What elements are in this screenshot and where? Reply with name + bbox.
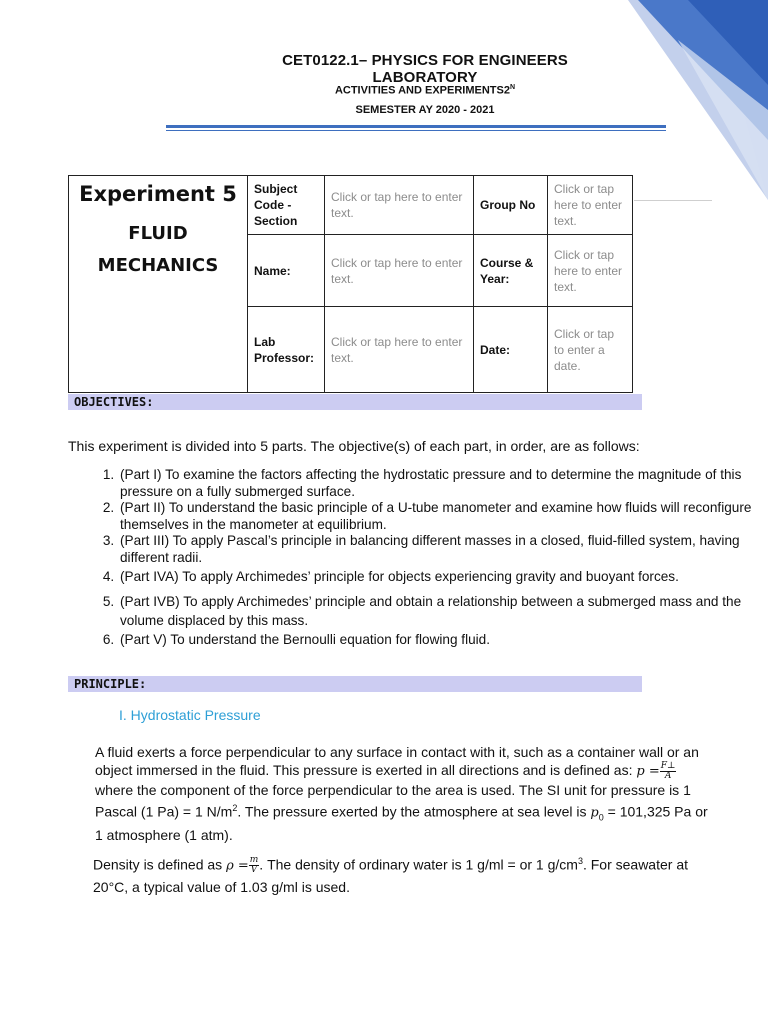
semester-label: SEMESTER AY 2020 - 2021 (355, 104, 495, 116)
lab-professor-field[interactable]: Click or tap here to enter text. (325, 307, 474, 393)
list-item: 5. (Part IVB) To apply Archimedes’ principle and obtain a relationship between a submerged mass and the volume displaced by this mass. (118, 592, 758, 630)
pressure-paragraph: A fluid exerts a force perpendicular to any surface in contact with it, such as a container wall or an object immersed in the fluid. This pressure is exerted in all directions and is defined as: p = $\frac{F\perp}{A}$ where the component of the force perpendicular to the area is used. The SI unit for pressure is 1 Pascal (1 Pa) = 1 $N/m^2$. The pressure exerted by the atmosphere at sea level is $p_0 = 101,325$ Pa or 1 atmosphere (1 atm). (95, 744, 708, 844)
table-edge-line (634, 200, 712, 201)
subject-code-field[interactable]: Click or tap here to enter text. (325, 176, 474, 235)
group-no-label: Group No (474, 176, 548, 235)
subject-code-label: Subject Code - Section (248, 176, 325, 235)
density-fraction: $\frac{m}{V}$ (249, 855, 259, 876)
date-label: Date: (474, 307, 548, 393)
objectives-list (72, 467, 758, 648)
name-field[interactable]: Click or tap here to enter text. (325, 235, 474, 307)
objectives-intro: This experiment is divided into 5 parts. The objective(s) of each part, in order, are as follows: (68, 438, 640, 454)
header-rule-thin (166, 130, 666, 131)
course-year-field[interactable]: Click or tap here to enter text. (548, 235, 633, 307)
hydrostatic-pressure-heading: I. Hydrostatic Pressure (119, 707, 261, 723)
list-item: 2. (Part II) To understand the basic principle of a U-tube manometer and examine how fluids will reconfigure themselves in the manometer at equilibrium. (118, 500, 758, 533)
experiment-info-table (68, 175, 633, 393)
group-no-field[interactable]: Click or tap here to enter text. (548, 176, 633, 235)
lab-professor-label: Lab Professor: (248, 307, 325, 393)
header-rule-thick (166, 125, 666, 128)
page-number: 1 (648, 53, 656, 68)
list-item: 3. (Part III) To apply Pascal’s principle in balancing different masses in a closed, fluid-filled system, having different radii. (118, 533, 758, 566)
corner-decoration (568, 0, 768, 200)
list-item: 6. (Part V) To understand the Bernoulli equation for flowing fluid. (118, 632, 758, 649)
pressure-fraction: $\frac{F\perp}{A}$ (660, 760, 676, 781)
name-label: Name: (248, 235, 325, 307)
experiment-title-cell (69, 176, 248, 393)
experiment-number: Experiment 5 (79, 182, 237, 206)
density-paragraph: Density is defined as ρ = $\frac{m}{V}$ . The density of ordinary water is 1 g/ml = or 1 $g/cm^3$. For seawater at 20°C, a typical value of 1.03 g/ml is used. (93, 855, 688, 895)
list-item: 4. (Part IVA) To apply Archimedes’ principle for objects experiencing gravity and buoyant forces. (118, 569, 758, 586)
document-title: CET0122.1– PHYSICS FOR ENGINEERS LABORATORY (282, 52, 568, 86)
list-item: 1. (Part I) To examine the factors affecting the hydrostatic pressure and to determine the magnitude of this pressure on a fully submerged surface. (118, 467, 758, 500)
document-subtitle: ACTIVITIES AND $EXPERIMENTS2^N$ (334, 84, 516, 97)
objectives-heading: OBJECTIVES: (68, 394, 642, 410)
date-field[interactable]: Click or tap to enter a date. (548, 307, 633, 393)
principle-heading: PRINCIPLE: (68, 676, 642, 692)
experiment-name: FLUID MECHANICS (97, 223, 219, 276)
course-year-label: Course & Year: (474, 235, 548, 307)
